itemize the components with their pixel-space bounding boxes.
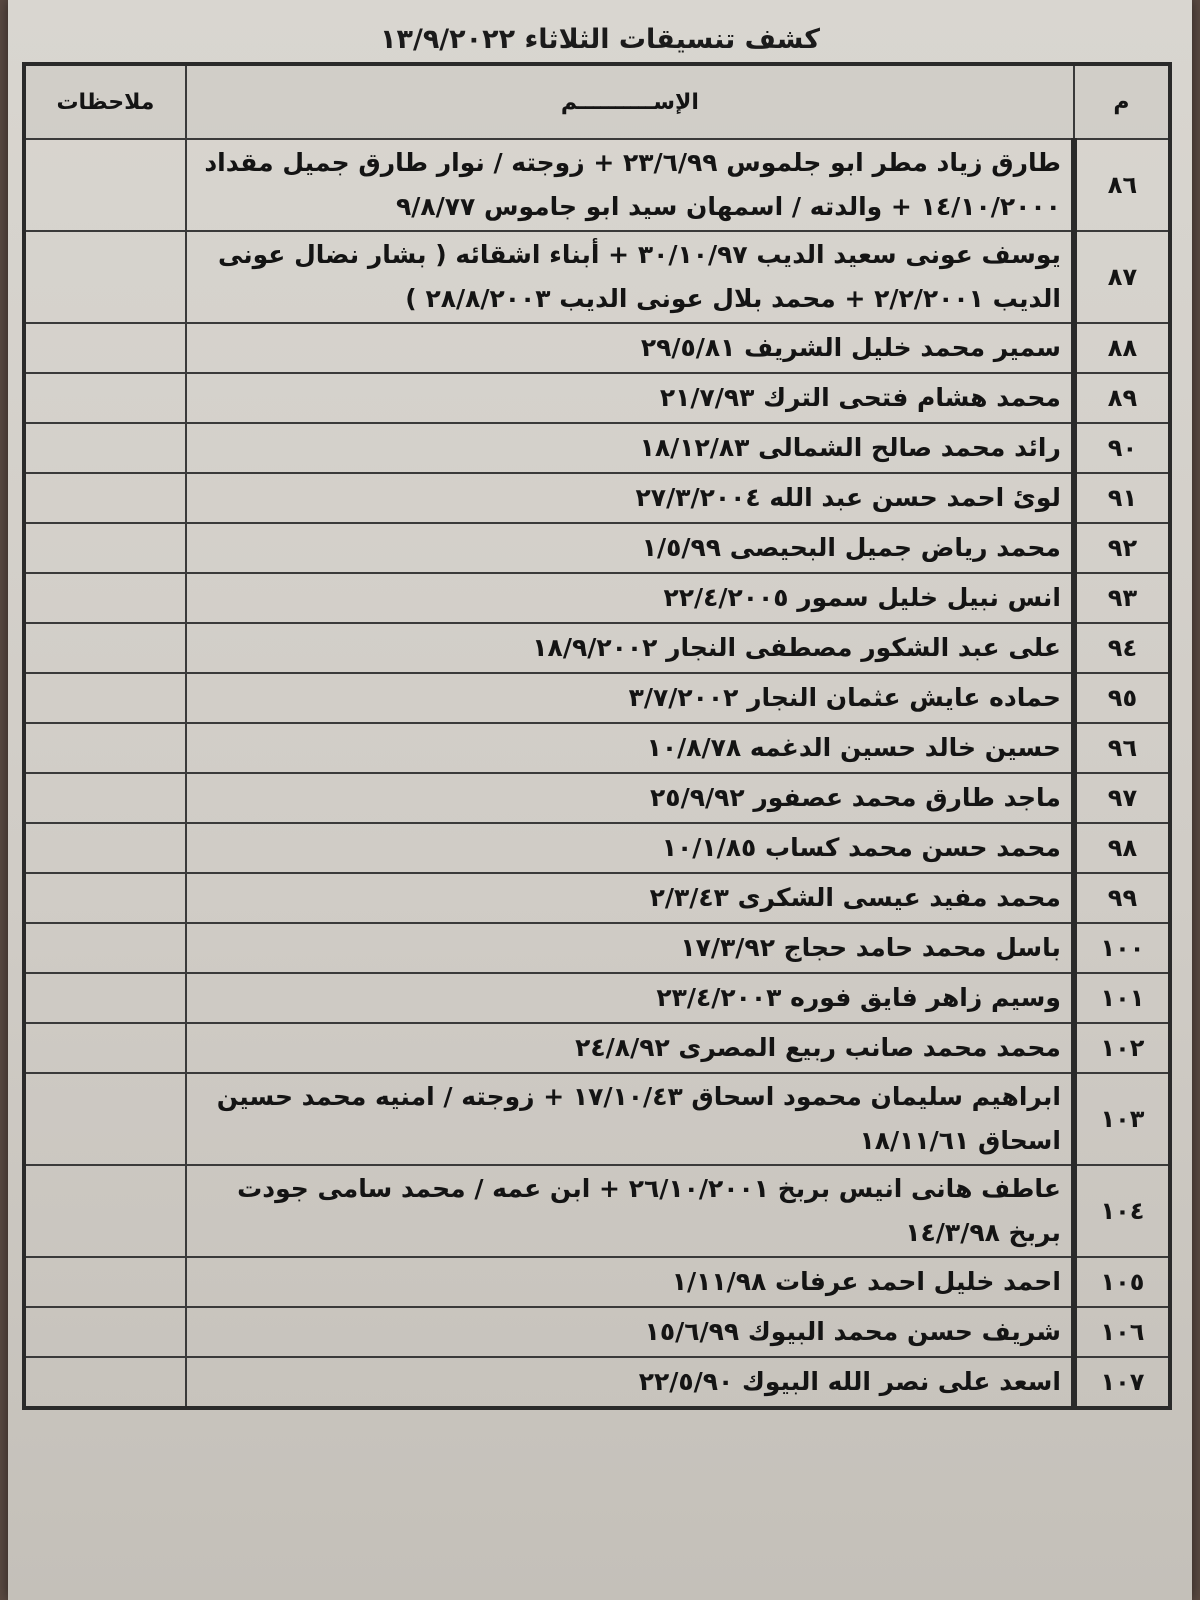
row-name-text: حسين خالد حسين الدغمه ١٠/٨/٧٨ [646, 733, 1061, 762]
row-number: ٨٨ [1074, 323, 1170, 373]
table-row [24, 723, 1170, 773]
row-name [186, 1023, 1074, 1073]
table-header-row [24, 64, 1170, 139]
table-row [24, 1257, 1170, 1307]
row-number: ٨٦ [1074, 139, 1170, 231]
row-name-text: محمد رياض جميل البحيصى ١/٥/٩٩ [641, 533, 1061, 562]
row-name-text: طارق زياد مطر ابو جلموس ٢٣/٦/٩٩ + زوجته / نوار طارق جميل مقداد ١٤/١٠/٢٠٠٠ + والدته / اسمهان سيد ابو جاموس ٩/٨/٧٧ [204, 148, 1061, 221]
row-notes [24, 373, 186, 423]
table-row [24, 573, 1170, 623]
table-row [24, 523, 1170, 573]
row-number: ٩١ [1074, 473, 1170, 523]
row-name-text: على عبد الشكور مصطفى النجار ١٨/٩/٢٠٠٢ [532, 633, 1061, 662]
row-notes [24, 823, 186, 873]
row-notes [24, 423, 186, 473]
row-name-text: باسل محمد حامد حجاج ١٧/٣/٩٢ [680, 933, 1061, 962]
table-row [24, 623, 1170, 673]
header-name: الإســــــــــم [186, 64, 1074, 139]
row-notes [24, 1257, 186, 1307]
row-notes [24, 523, 186, 573]
row-name [186, 423, 1074, 473]
table-row [24, 873, 1170, 923]
row-number: ٩٧ [1074, 773, 1170, 823]
row-name [186, 231, 1074, 323]
row-notes [24, 323, 186, 373]
row-number: ١٠٧ [1074, 1357, 1170, 1408]
row-name-text: عاطف هانى انيس بربخ ٢٦/١٠/٢٠٠١ + ابن عمه / محمد سامى جودت بربخ ١٤/٣/٩٨ [237, 1174, 1061, 1247]
row-notes [24, 231, 186, 323]
table-row [24, 1357, 1170, 1408]
row-name [186, 473, 1074, 523]
row-name [186, 623, 1074, 673]
row-number: ١٠٢ [1074, 1023, 1170, 1073]
coordination-table [22, 62, 1172, 1410]
page-title: كشف تنسيقات الثلاثاء ١٣/٩/٢٠٢٢ [380, 24, 820, 55]
row-notes [24, 573, 186, 623]
table-row [24, 1073, 1170, 1165]
row-name-text: محمد مفيد عيسى الشكرى ٢/٣/٤٣ [649, 883, 1061, 912]
row-number: ٩٣ [1074, 573, 1170, 623]
row-name [186, 773, 1074, 823]
row-notes [24, 923, 186, 973]
row-name [186, 673, 1074, 723]
row-name [186, 823, 1074, 873]
row-notes [24, 1307, 186, 1357]
row-name-text: انس نبيل خليل سمور ٢٢/٤/٢٠٠٥ [663, 583, 1061, 612]
table-row [24, 673, 1170, 723]
row-notes [24, 473, 186, 523]
row-name [186, 723, 1074, 773]
row-name [186, 139, 1074, 231]
row-name [186, 923, 1074, 973]
row-name-text: احمد خليل احمد عرفات ١/١١/٩٨ [671, 1267, 1061, 1296]
row-number: ٩٠ [1074, 423, 1170, 473]
table-row [24, 373, 1170, 423]
row-name [186, 873, 1074, 923]
row-name-text: حماده عايش عثمان النجار ٣/٧/٢٠٠٢ [628, 683, 1061, 712]
row-number: ١٠٣ [1074, 1073, 1170, 1165]
row-number: ٩٤ [1074, 623, 1170, 673]
table-row [24, 1307, 1170, 1357]
row-name-text: محمد حسن محمد كساب ١٠/١/٨٥ [661, 833, 1061, 862]
row-number: ٨٩ [1074, 373, 1170, 423]
row-name-text: سمير محمد خليل الشريف ٢٩/٥/٨١ [640, 333, 1061, 362]
row-name-text: رائد محمد صالح الشمالى ١٨/١٢/٨٣ [639, 433, 1061, 462]
row-notes [24, 139, 186, 231]
row-number: ٩٦ [1074, 723, 1170, 773]
row-number: ٩٩ [1074, 873, 1170, 923]
document-page [8, 0, 1192, 1600]
table-row [24, 923, 1170, 973]
row-number: ٩٢ [1074, 523, 1170, 573]
row-name-text: ماجد طارق محمد عصفور ٢٥/٩/٩٢ [650, 783, 1061, 812]
row-notes [24, 1165, 186, 1257]
row-notes [24, 673, 186, 723]
row-name [186, 523, 1074, 573]
table-row [24, 1023, 1170, 1073]
row-name [186, 973, 1074, 1023]
table-row [24, 1165, 1170, 1257]
row-name-text: وسيم زاهر فايق فوره ٢٣/٤/٢٠٠٣ [656, 983, 1061, 1012]
row-name [186, 1165, 1074, 1257]
table-row [24, 423, 1170, 473]
table-row [24, 473, 1170, 523]
row-name [186, 373, 1074, 423]
table-row [24, 323, 1170, 373]
table-body [24, 139, 1170, 1408]
row-number: ١٠١ [1074, 973, 1170, 1023]
row-notes [24, 623, 186, 673]
row-name-text: اسعد على نصر الله البيوك ٢٢/٥/٩٠ [638, 1367, 1061, 1396]
header-notes: ملاحظات [24, 64, 186, 139]
row-name-text: ابراهيم سليمان محمود اسحاق ١٧/١٠/٤٣ + زوجته / امنيه محمد حسين اسحاق ١٨/١١/٦١ [216, 1082, 1061, 1155]
row-notes [24, 873, 186, 923]
row-name [186, 1073, 1074, 1165]
table-row [24, 973, 1170, 1023]
row-name [186, 1307, 1074, 1357]
row-number: ١٠٤ [1074, 1165, 1170, 1257]
table-row [24, 231, 1170, 323]
row-name [186, 1357, 1074, 1408]
row-name-text: يوسف عونى سعيد الديب ٣٠/١٠/٩٧ + أبناء اشقائه ( بشار نضال عونى الديب ٢/٢/٢٠٠١ + محمد بلال عونى الديب ٢٨/٨/٢٠٠٣ ) [217, 240, 1061, 313]
row-name-text: لوئ احمد حسن عبد الله ٢٧/٣/٢٠٠٤ [635, 483, 1061, 512]
row-name [186, 573, 1074, 623]
row-notes [24, 1357, 186, 1408]
row-name [186, 1257, 1074, 1307]
row-name-text: محمد محمد صانب ربيع المصرى ٢٤/٨/٩٢ [575, 1033, 1061, 1062]
row-notes [24, 773, 186, 823]
row-notes [24, 723, 186, 773]
row-number: ١٠٦ [1074, 1307, 1170, 1357]
table-row [24, 773, 1170, 823]
table-row [24, 139, 1170, 231]
row-number: ١٠٠ [1074, 923, 1170, 973]
row-notes [24, 1073, 186, 1165]
header-number: م [1074, 64, 1170, 139]
row-name [186, 323, 1074, 373]
row-number: ١٠٥ [1074, 1257, 1170, 1307]
row-name-text: محمد هشام فتحى الترك ٢١/٧/٩٣ [659, 383, 1061, 412]
row-number: ٨٧ [1074, 231, 1170, 323]
table-row [24, 823, 1170, 873]
row-notes [24, 973, 186, 1023]
row-name-text: شريف حسن محمد البيوك ١٥/٦/٩٩ [644, 1317, 1061, 1346]
row-notes [24, 1023, 186, 1073]
row-number: ٩٨ [1074, 823, 1170, 873]
row-number: ٩٥ [1074, 673, 1170, 723]
